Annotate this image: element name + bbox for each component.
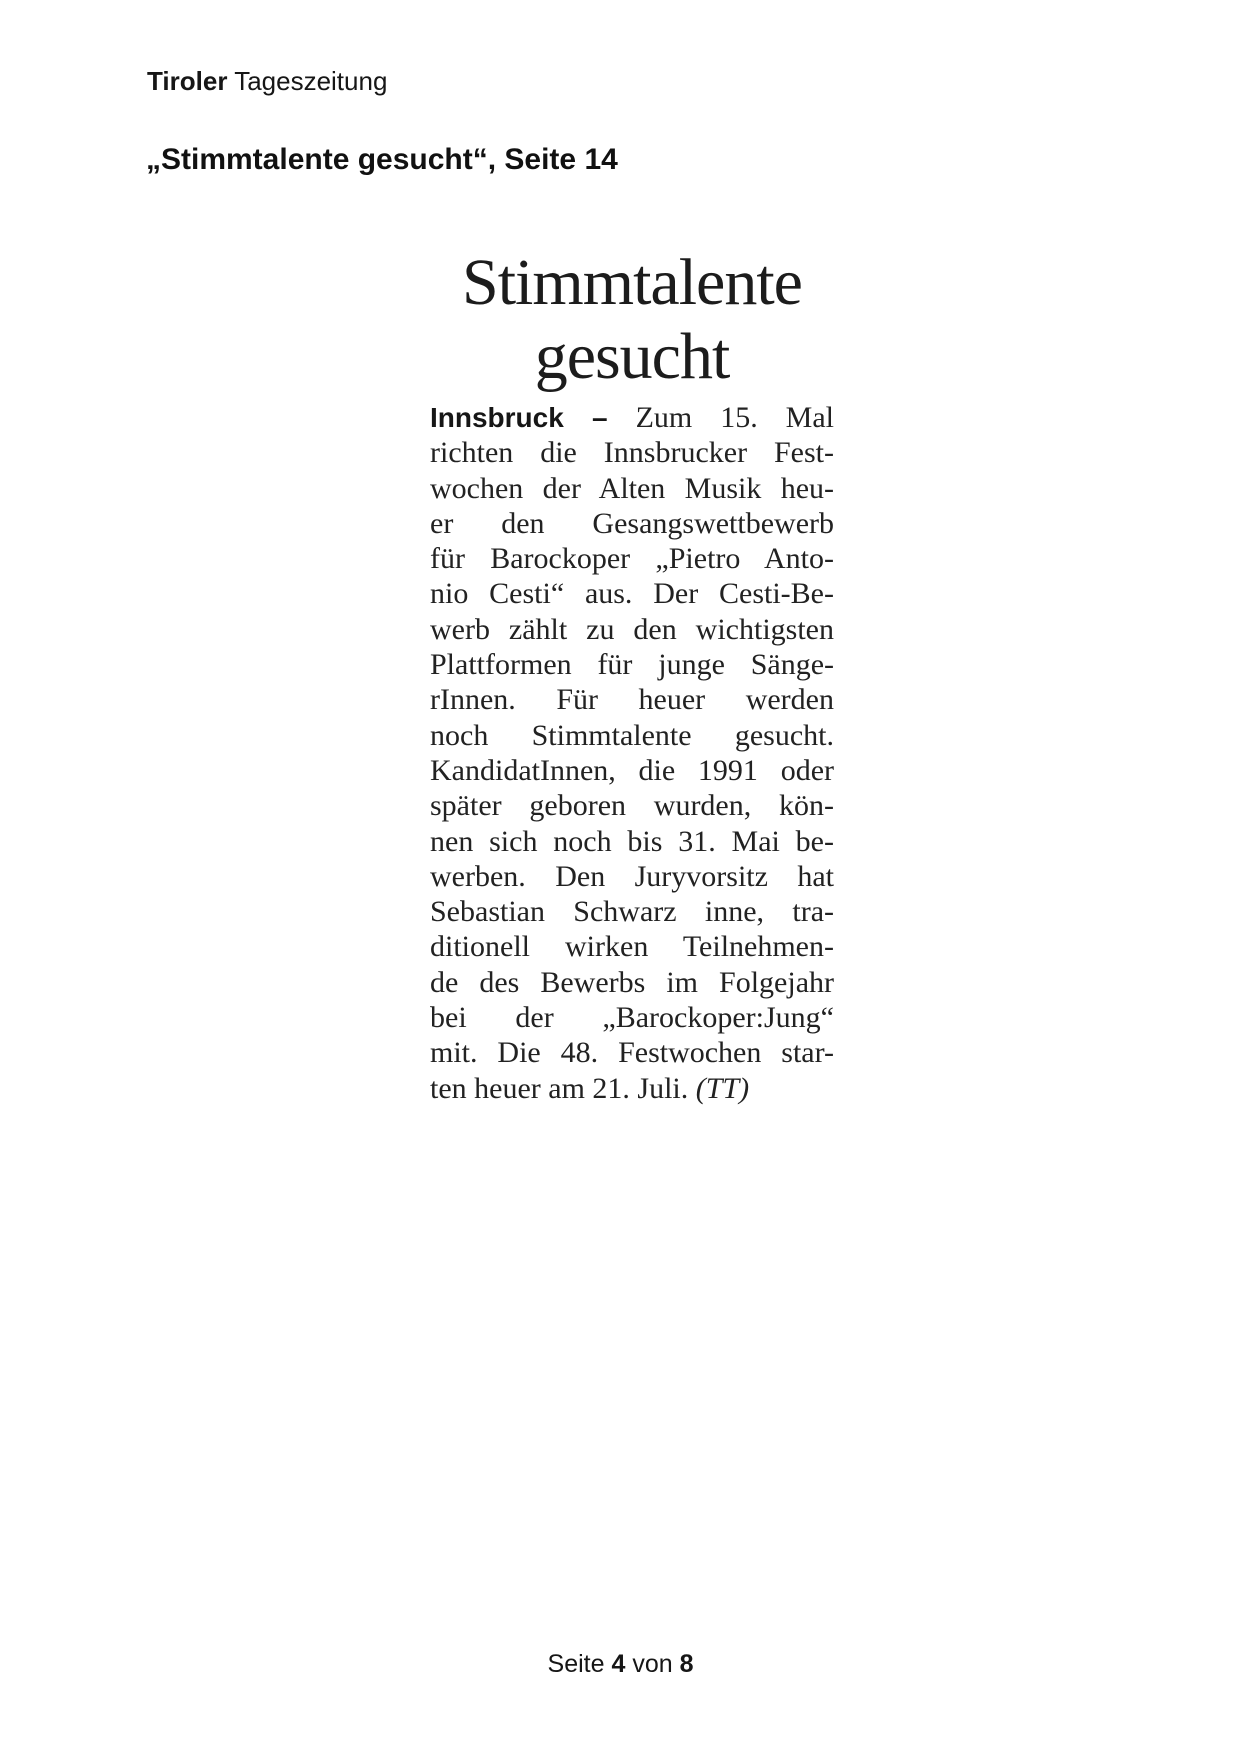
brand-regular-part: Tageszeitung: [227, 66, 388, 96]
article-line: nio Cesti“ aus. Der Cesti-Be-: [430, 577, 834, 611]
article-line: de des Bewerbs im Folgejahr: [430, 965, 834, 999]
footer-seite-label: Seite: [547, 1650, 605, 1678]
article-line: er den Gesangswettbewerb: [430, 506, 834, 540]
article-line: nen sich noch bis 31. Mai be-: [430, 824, 834, 858]
article-line: bei der „Barockoper:Jung“: [430, 1001, 834, 1035]
article-headline: [430, 246, 834, 394]
article-line: für Barockoper „Pietro Anto-: [430, 542, 834, 576]
article-line: KandidatInnen, die 1991 oder: [430, 753, 834, 787]
article-line: rInnen. Für heuer werden: [430, 683, 834, 717]
page-footer: [0, 1650, 1241, 1679]
article-credit: (TT): [695, 1071, 750, 1105]
article-line: später geboren wurden, kön-: [430, 789, 834, 823]
article-line: Innsbruck – Zum 15. Mal: [430, 401, 834, 434]
article-location-lead: Innsbruck –: [430, 402, 608, 433]
article-line: werb zählt zu den wichtigsten: [430, 612, 834, 646]
footer-total-pages: 8: [679, 1650, 694, 1678]
article-reference-line: „Stimmtalente gesucht“, Seite 14: [146, 143, 618, 176]
article-line: Sebastian Schwarz inne, tra-: [430, 895, 834, 929]
article-line: richten die Innsbrucker Fest-: [430, 436, 834, 470]
article-line: mit. Die 48. Festwochen star-: [430, 1036, 834, 1070]
article-body: [430, 400, 834, 1106]
article-line: wochen der Alten Musik heu-: [430, 471, 834, 505]
article-line: ditionell wirken Teilnehmen-: [430, 930, 834, 964]
footer-current-page: 4: [611, 1650, 626, 1678]
article-line: noch Stimmtalente gesucht.: [430, 718, 834, 752]
article-line: werben. Den Juryvorsitz hat: [430, 859, 834, 893]
headline-line-2: gesucht: [534, 320, 730, 393]
brand-bold-part: Tiroler: [147, 66, 228, 96]
headline-line-1: Stimmtalente: [462, 246, 802, 319]
article-line: Plattformen für junge Sänge-: [430, 648, 834, 682]
newspaper-brand: [147, 66, 387, 96]
footer-von-label: von: [632, 1650, 673, 1678]
article-line: ten heuer am 21. Juli. (TT): [430, 1071, 750, 1105]
